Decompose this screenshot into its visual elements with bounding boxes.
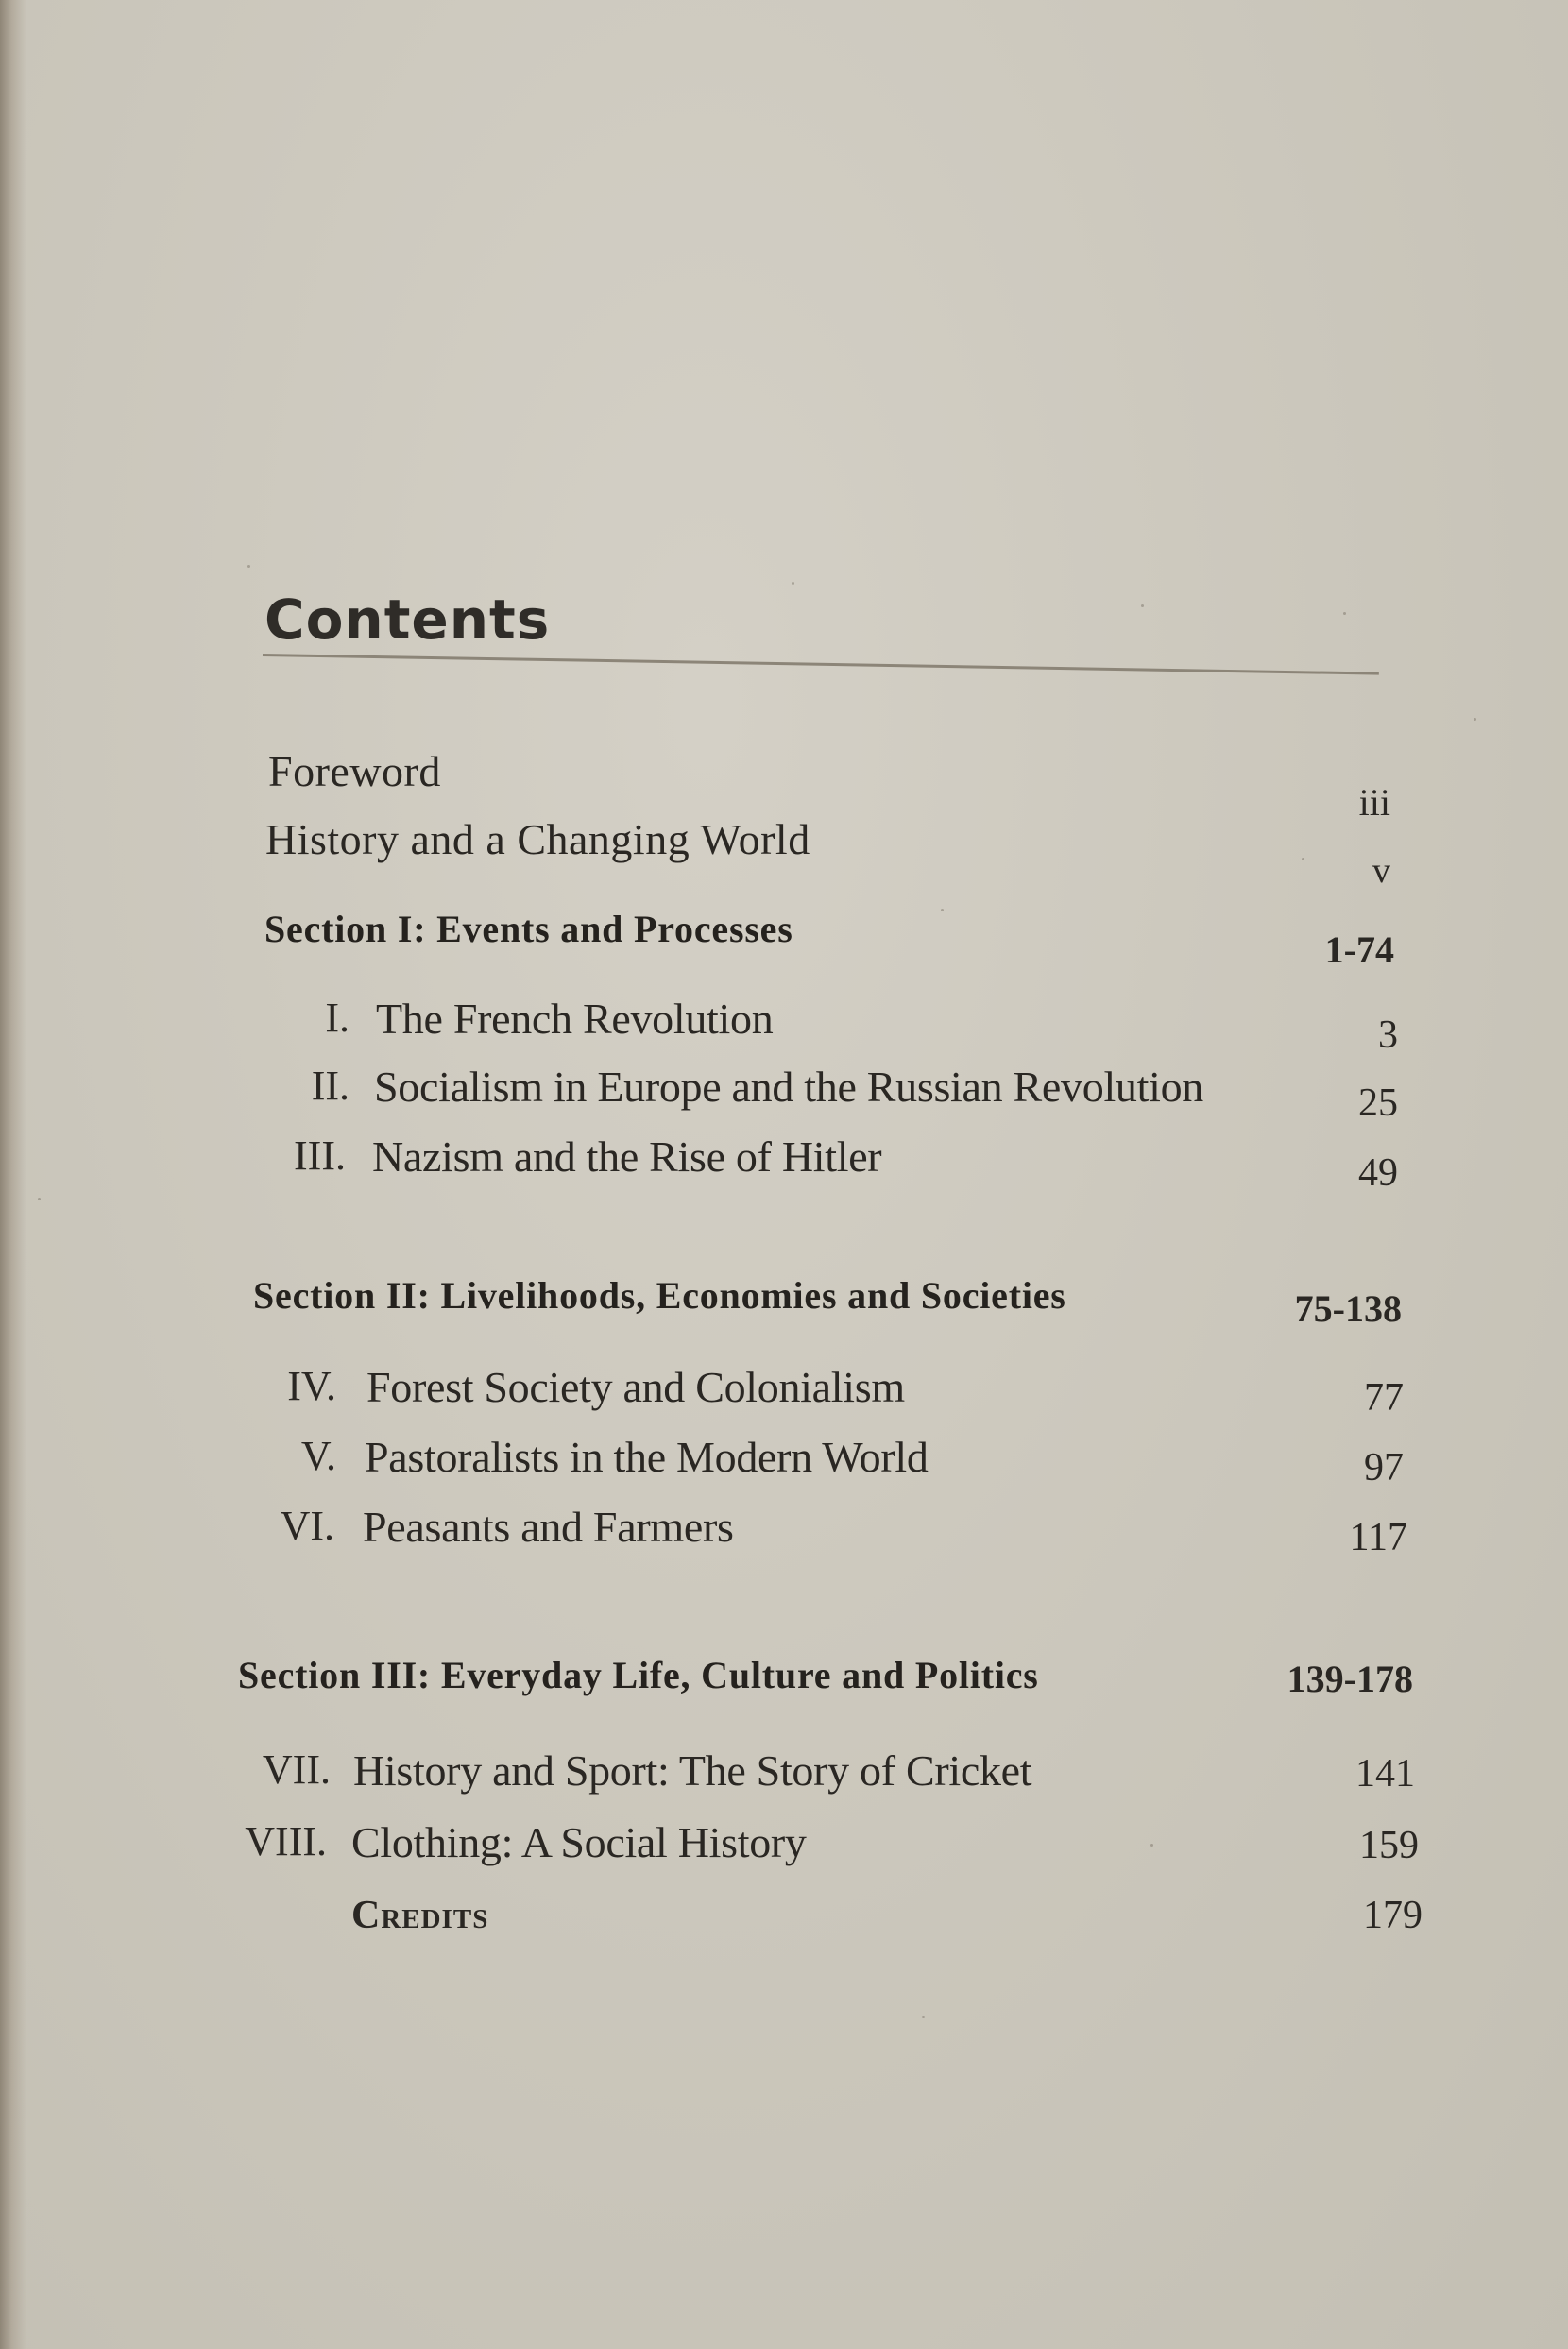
chapter-numeral: VII.: [262, 1746, 331, 1793]
chapter-page: 159: [1359, 1824, 1419, 1867]
chapter-page: 141: [1355, 1752, 1415, 1796]
chapter-numeral: VI.: [280, 1503, 334, 1549]
paper-speck: [922, 2016, 925, 2018]
entry-title: Foreword: [268, 747, 441, 795]
section-title: Section II: Livelihoods, Economies and Societies: [253, 1274, 1066, 1317]
toc-chapter: [0, 1502, 1568, 1558]
paper-speck: [1141, 604, 1144, 607]
paper-speck: [1474, 718, 1476, 721]
page-title: Contents: [264, 587, 551, 652]
toc-chapter: [0, 1362, 1568, 1419]
chapter-page: 25: [1358, 1081, 1398, 1125]
paper-speck: [38, 1198, 41, 1200]
section-pages: 139-178: [1287, 1658, 1413, 1700]
chapter-title: Forest Society and Colonialism: [366, 1363, 905, 1411]
chapter-title: Clothing: A Social History: [351, 1818, 807, 1866]
chapter-numeral: I.: [325, 995, 349, 1041]
paper-speck: [1343, 612, 1346, 615]
section-heading: [0, 907, 1568, 971]
credits-page: 179: [1363, 1894, 1423, 1937]
toc-chapter: [0, 1132, 1568, 1195]
toc-chapter: [0, 1432, 1568, 1489]
paper-speck: [247, 565, 250, 568]
entry-title: History and a Changing World: [265, 815, 810, 863]
credits-label: Credits: [351, 1894, 489, 1937]
title-rule: [263, 654, 1379, 675]
section-pages: 75-138: [1294, 1287, 1402, 1330]
chapter-numeral: II.: [311, 1063, 349, 1109]
section-title: Section III: Everyday Life, Culture and Politics: [238, 1654, 1039, 1696]
toc-chapter: [0, 1817, 1568, 1874]
paper-speck: [792, 582, 794, 585]
chapter-title: Nazism and the Rise of Hitler: [372, 1132, 882, 1181]
chapter-page: 117: [1349, 1516, 1407, 1559]
chapter-title: History and Sport: The Story of Cricket: [353, 1746, 1032, 1795]
chapter-title: The French Revolution: [376, 995, 774, 1043]
toc-chapter: [0, 1745, 1568, 1802]
chapter-title: Pastoralists in the Modern World: [365, 1433, 929, 1481]
chapter-numeral: IV.: [287, 1363, 336, 1409]
toc-chapter: [0, 994, 1568, 1057]
chapter-title: Socialism in Europe and the Russian Revolution: [374, 1063, 1203, 1111]
chapter-title: Peasants and Farmers: [363, 1503, 734, 1551]
section-title: Section I: Events and Processes: [264, 908, 793, 950]
chapter-page: 77: [1364, 1376, 1404, 1420]
toc-entry-credits: [0, 1893, 1568, 1949]
chapter-numeral: V.: [300, 1433, 336, 1479]
entry-page: v: [1372, 851, 1390, 891]
section-pages: 1-74: [1324, 928, 1394, 971]
chapter-numeral: III.: [294, 1132, 346, 1179]
toc-chapter: [0, 1062, 1568, 1125]
chapter-page: 97: [1364, 1446, 1404, 1489]
section-heading: [0, 1273, 1568, 1330]
section-heading: [0, 1653, 1568, 1710]
chapter-page: 49: [1358, 1151, 1398, 1195]
chapter-numeral: VIII.: [245, 1818, 327, 1864]
entry-page: iii: [1358, 781, 1390, 824]
chapter-page: 3: [1378, 1013, 1398, 1057]
